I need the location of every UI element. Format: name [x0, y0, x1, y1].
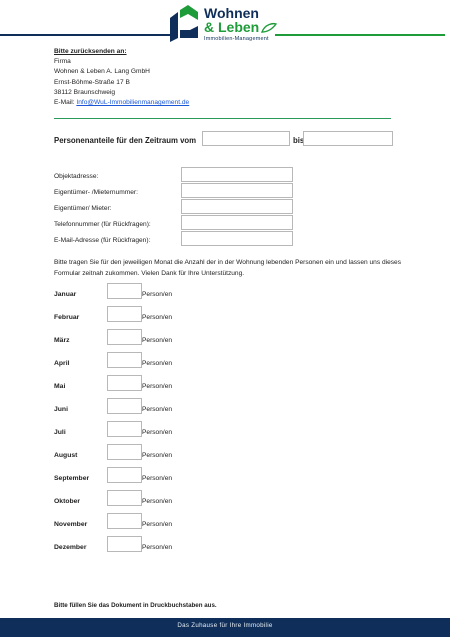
email-field[interactable]: [181, 231, 293, 246]
field-row-email: [54, 231, 294, 247]
month-count-field[interactable]: [107, 352, 142, 368]
unit-label: Person/en: [142, 429, 173, 436]
month-count-field[interactable]: [107, 421, 142, 437]
return-address-title: Bitte zurücksenden an:: [54, 48, 127, 55]
unit-label: Person/en: [142, 521, 173, 528]
address-line: Ernst-Böhme-Straße 17 B: [54, 78, 130, 86]
period-label: Personenanteile für den Zeitraum vom: [54, 136, 197, 145]
footer-bar: [0, 618, 450, 637]
owner-tenant-number-field[interactable]: [181, 183, 293, 198]
address-line: Wohnen & Leben A. Lang GmbH: [54, 68, 150, 76]
month-row-november: [54, 513, 254, 531]
unit-label: Person/en: [142, 360, 173, 367]
email-line: [54, 98, 189, 108]
month-row-juli: [54, 421, 254, 439]
month-row-mai: [54, 375, 254, 393]
unit-label: Person/en: [142, 291, 173, 298]
footer-slogan: Das Zuhause für Ihre Immobilie: [177, 622, 273, 629]
month-count-field[interactable]: [107, 536, 142, 552]
unit-label: Person/en: [142, 314, 173, 321]
month-count-field[interactable]: [107, 375, 142, 391]
month-count-field[interactable]: [107, 444, 142, 460]
month-label: August: [54, 452, 78, 459]
logo-wordmark-line2: & Leben: [204, 19, 260, 35]
month-row-januar: [54, 283, 254, 301]
month-label: Oktober: [54, 498, 81, 505]
logo-tagline: Immobilien-Management: [204, 36, 269, 42]
month-row-april: [54, 352, 254, 370]
month-label: Dezember: [54, 544, 87, 551]
month-row-dezember: [54, 536, 254, 554]
logo-wordmark-line1: Wohnen: [204, 5, 259, 21]
field-label: E-Mail-Adresse (für Rückfragen):: [54, 237, 151, 244]
unit-label: Person/en: [142, 406, 173, 413]
unit-label: Person/en: [142, 452, 173, 459]
month-label: April: [54, 360, 70, 367]
house-logo-icon: [168, 4, 202, 44]
header-rule-blue: [0, 34, 170, 36]
return-address: [54, 47, 189, 108]
month-label: September: [54, 475, 90, 482]
period-from-field[interactable]: [202, 131, 290, 146]
month-count-field[interactable]: [107, 398, 142, 414]
month-row-september: [54, 467, 254, 485]
field-row-phone: [54, 215, 294, 231]
period-row: [54, 131, 399, 147]
month-row-august: [54, 444, 254, 462]
month-label: Januar: [54, 291, 77, 298]
unit-label: Person/en: [142, 337, 173, 344]
object-address-field[interactable]: [181, 167, 293, 182]
unit-label: Person/en: [142, 498, 173, 505]
address-line: Firma: [54, 58, 71, 66]
phone-field[interactable]: [181, 215, 293, 230]
section-divider: [54, 118, 391, 119]
owner-tenant-field[interactable]: [181, 199, 293, 214]
month-count-field[interactable]: [107, 467, 142, 483]
email-link[interactable]: Info@WuL-Immobilienmanagement.de: [76, 99, 190, 107]
period-to-field[interactable]: [303, 131, 393, 146]
field-row-owner-number: [54, 183, 294, 199]
field-row-object-address: [54, 167, 294, 183]
month-label: Februar: [54, 314, 80, 321]
header-rule-green: [275, 34, 445, 36]
field-label: Objektadresse:: [54, 173, 99, 180]
instruction-text: Bitte tragen Sie für den jeweiligen Monat die Anzahl der in der Wohnung lebenden Personen ein und lassen uns dieses Formular zeitnah zukommen. Vielen Dank für Ihre Unterstützung.: [54, 259, 402, 277]
unit-label: Person/en: [142, 383, 173, 390]
month-label: Juni: [54, 406, 68, 413]
footnote: Bitte füllen Sie das Dokument in Druckbuchstaben aus.: [54, 602, 217, 609]
month-label: November: [54, 521, 88, 528]
month-count-field[interactable]: [107, 490, 142, 506]
unit-label: Person/en: [142, 475, 173, 482]
month-count-field[interactable]: [107, 283, 142, 299]
month-count-field[interactable]: [107, 513, 142, 529]
leaf-swoosh-icon: [261, 22, 277, 34]
field-label: Telefonnummer (für Rückfragen):: [54, 221, 151, 228]
month-label: Mai: [54, 383, 66, 390]
period-bis-label: bis: [293, 136, 305, 145]
month-label: Juli: [54, 429, 66, 436]
month-count-field[interactable]: [107, 306, 142, 322]
month-label: März: [54, 337, 70, 344]
unit-label: Person/en: [142, 544, 173, 551]
company-logo: [168, 4, 288, 48]
field-label: Eigentümer- /Mieternummer:: [54, 189, 138, 196]
month-row-februar: [54, 306, 254, 324]
field-label: Eigentümer/ Mieter:: [54, 205, 112, 212]
address-line: 38112 Braunschweig: [54, 88, 116, 96]
month-count-field[interactable]: [107, 329, 142, 345]
month-row-oktober: [54, 490, 254, 508]
month-row-juni: [54, 398, 254, 416]
email-label: E-Mail:: [54, 99, 77, 107]
field-row-owner-name: [54, 199, 294, 215]
month-row-maerz: [54, 329, 254, 347]
